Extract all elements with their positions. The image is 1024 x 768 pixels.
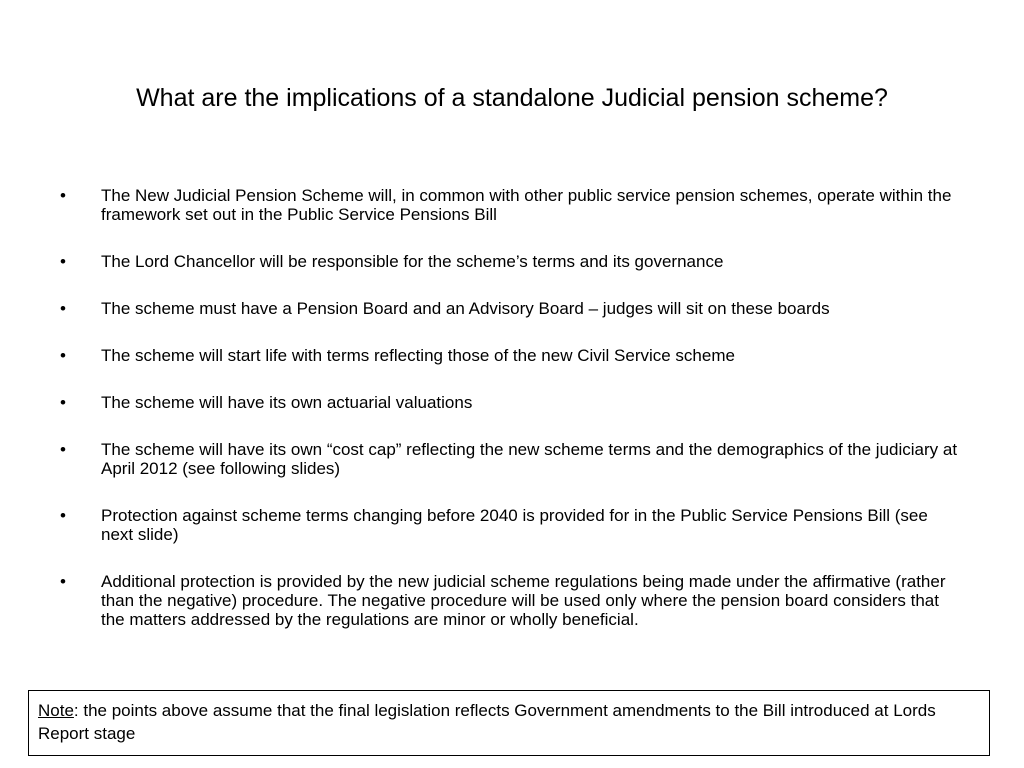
slide-title: What are the implications of a standalone Judicial pension scheme?: [136, 84, 888, 112]
bullet-text: Protection against scheme terms changing before 2040 is provided for in the Public Service Pensions Bill (see next slide): [101, 506, 928, 544]
bullet-marker: •: [60, 393, 66, 412]
bullet-text: The scheme must have a Pension Board and an Advisory Board – judges will sit on these boards: [101, 299, 830, 318]
bullet-text: The New Judicial Pension Scheme will, in common with other public service pension schemes, operate within the framework set out in the Public Service Pensions Bill: [101, 186, 952, 224]
bullet-marker: •: [60, 186, 66, 205]
bullet-text: The Lord Chancellor will be responsible for the scheme’s terms and its governance: [101, 252, 724, 271]
bullet-item-6: [60, 440, 960, 478]
bullet-list: [60, 186, 960, 657]
bullet-text: The scheme will have its own “cost cap” reflecting the new scheme terms and the demographics of the judiciary at April 2012 (see following slides): [101, 440, 958, 478]
bullet-marker: •: [60, 506, 66, 525]
bullet-marker: •: [60, 252, 66, 271]
bullet-marker: •: [60, 440, 66, 459]
bullet-item-2: [60, 252, 960, 271]
bullet-item-8: [60, 572, 960, 629]
note-box: [28, 690, 990, 756]
note-label: Note: [38, 701, 74, 720]
bullet-marker: •: [60, 572, 66, 591]
bullet-item-4: [60, 346, 960, 365]
bullet-item-5: [60, 393, 960, 412]
bullet-text: Additional protection is provided by the new judicial scheme regulations being made under the affirmative (rather than the negative) procedure. The negative procedure will be used only where the pension board considers that the matters addressed by the regulations are minor or wholly beneficial.: [101, 572, 946, 629]
bullet-marker: •: [60, 346, 66, 365]
bullet-item-7: [60, 506, 960, 544]
bullet-marker: •: [60, 299, 66, 318]
note-text: : the points above assume that the final legislation reflects Government amendments to the Bill introduced at Lords Report stage: [38, 701, 936, 743]
bullet-item-3: [60, 299, 960, 318]
bullet-item-1: [60, 186, 960, 224]
bullet-text: The scheme will have its own actuarial valuations: [101, 393, 473, 412]
bullet-text: The scheme will start life with terms reflecting those of the new Civil Service scheme: [101, 346, 735, 365]
